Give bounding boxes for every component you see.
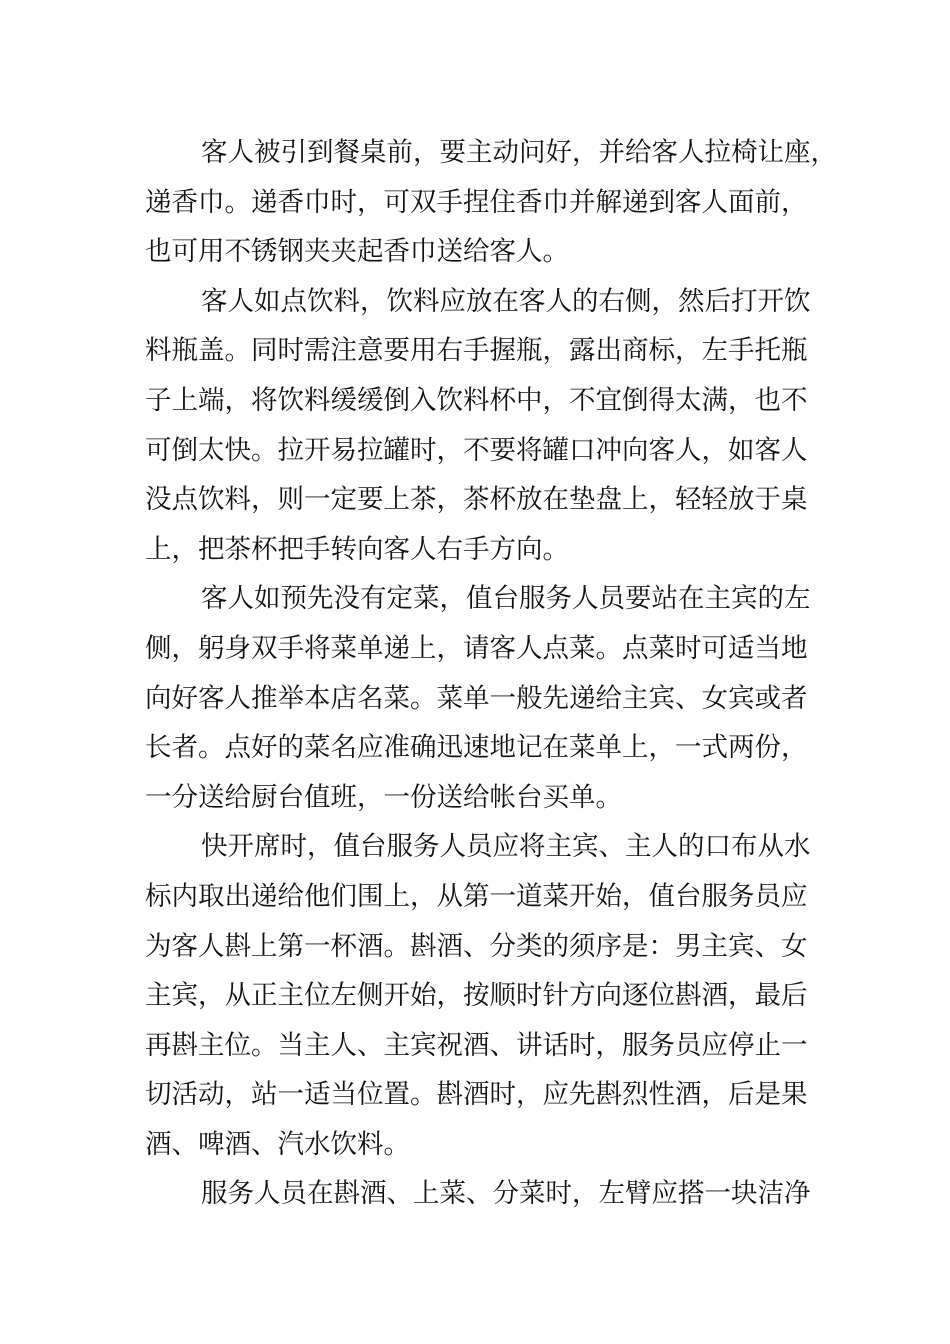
paragraph-5-line-1: 服务人员在斟酒、上菜、分菜时，左臂应搭一块洁净 [201,1178,811,1210]
paragraph-4-line-3: 为客人斟上第一杯酒。斟酒、分类的须序是：男主宾、女 [145,930,808,962]
paragraph-3-line-3: 向好客人推举本店名菜。菜单一般先递给主宾、女宾或者 [145,682,808,714]
paragraph-2-line-5: 没点饮料，则一定要上茶，茶杯放在垫盘上，轻轻放于桌 [145,484,808,516]
paragraph-4-line-6: 切活动，站一适当位置。斟酒时，应先斟烈性酒，后是果 [145,1079,808,1111]
paragraph-3-line-2: 侧，躬身双手将菜单递上，请客人点菜。点菜时可适当地 [145,632,808,664]
paragraph-2-line-3: 子上端，将饮料缓缓倒入饮料杯中，不宜倒得太满，也不 [145,384,808,416]
paragraph-3-line-1: 客人如预先没有定菜，值台服务人员要站在主宾的左 [201,583,811,615]
paragraph-1-line-2: 递香巾。递香巾时，可双手捏住香巾并解递到客人面前， [145,186,808,218]
paragraph-3-line-5: 一分送给厨台值班，一份送给帐台买单。 [145,781,622,813]
paragraph-4-line-2: 标内取出递给他们围上，从第一道菜开始，值台服务员应 [145,880,808,912]
paragraph-4-line-1: 快开席时，值台服务人员应将主宾、主人的口布从水 [201,831,811,863]
paragraph-1-line-1: 客人被引到餐桌前，要主动问好，并给客人拉椅让座， [201,137,837,168]
paragraph-2-line-6: 上，把茶杯把手转向客人右手方向。 [145,533,569,565]
paragraph-2-line-1: 客人如点饮料，饮料应放在客人的右侧，然后打开饮 [201,285,811,317]
body-text [145,128,845,1219]
paragraph-2-line-4: 可倒太快。拉开易拉罐时，不要将罐口冲向客人，如客人 [145,434,808,466]
paragraph-4-line-7: 酒、啤酒、汽水饮料。 [145,1128,410,1160]
paragraph-2-line-2: 料瓶盖。同时需注意要用右手握瓶，露出商标，左手托瓶 [145,335,808,367]
paragraph-3-line-4: 长者。点好的菜名应准确迅速地记在菜单上，一式两份， [145,732,808,764]
paragraph-4-line-4: 主宾，从正主位左侧开始，按顺时针方向逐位斟酒，最后 [145,980,808,1012]
paragraph-4-line-5: 再斟主位。当主人、主宾祝酒、讲话时，服务员应停止一 [145,1029,808,1061]
paragraph-1-line-3: 也可用不锈钢夹夹起香巾送给客人。 [145,236,569,268]
